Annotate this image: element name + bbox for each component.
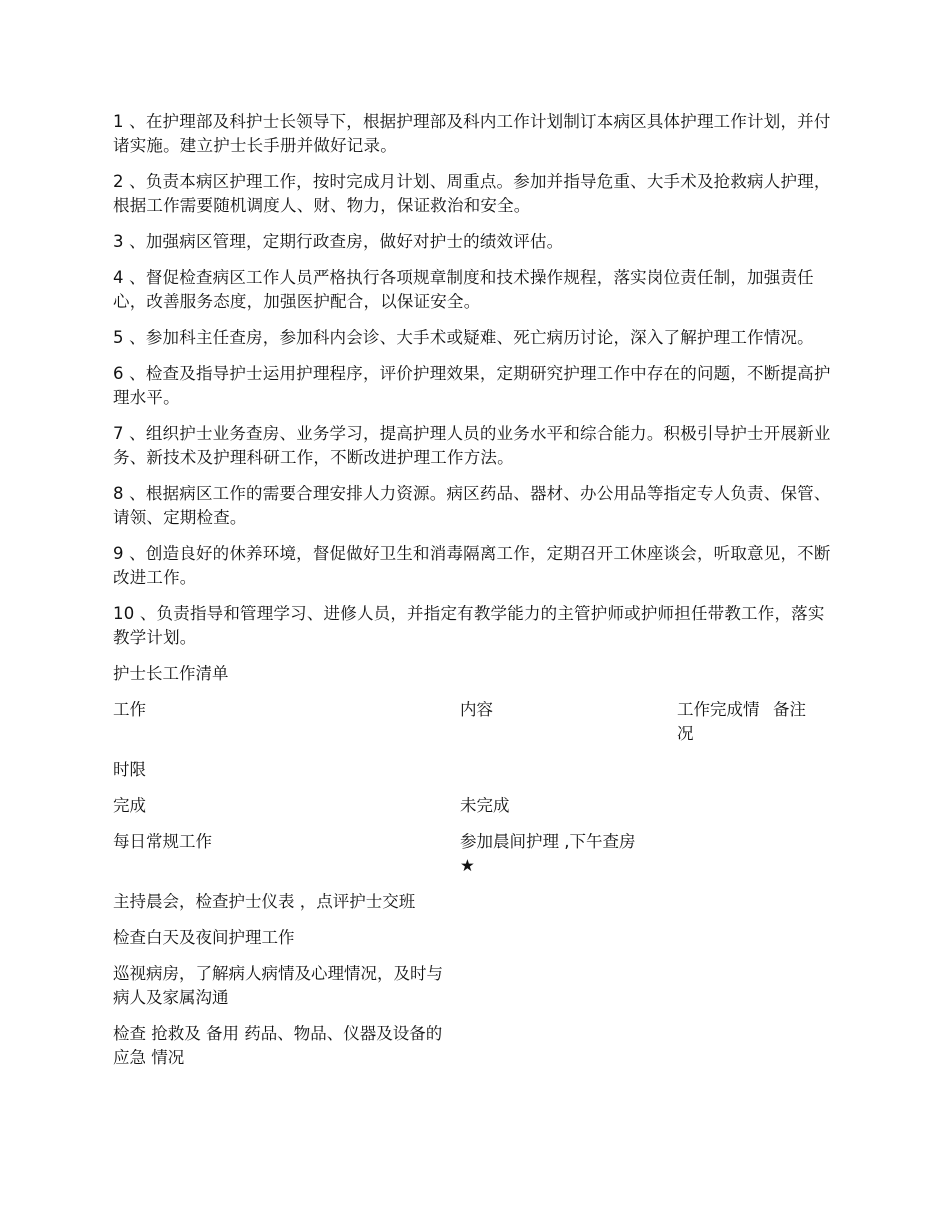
duty-paragraph-1: 1 、在护理部及科护士长领导下，根据护理部及科内工作计划制订本病区具体护理工作计划，并付诸实施。建立护士长手册并做好记录。 [113,112,831,155]
table-row [113,890,838,914]
checklist-table [113,698,838,1070]
duty-paragraph-5: 5 、参加科主任查房，参加科内会诊、大手术或疑难、死亡病历讨论，深入了解护理工作情况。 [113,328,814,347]
daily-work-item-text: 参加晨间护理 ,下午查房 [460,832,636,851]
table-row [113,1022,838,1070]
duty-paragraph-10: 10 、负责指导和管理学习、进修人员，并指定有教学能力的主管护师或护师担任带教工作，落实教学计划。 [113,604,825,647]
table-header-row [113,698,838,746]
done-label: 完成 [113,796,146,815]
daily-work-label: 每日常规工作 [113,832,212,851]
duty-paragraph-3: 3 、加强病区管理，定期行政查房，做好对护士的绩效评估。 [113,232,564,251]
star-icon: ★ [460,856,475,875]
table-row [113,758,838,782]
document-page [113,110,838,1082]
task-item: 检查 抢救及 备用 药品、物品、仪器及设备的应急 情况 [113,1024,443,1067]
daily-work-item [460,830,675,878]
not-done-label: 未完成 [460,796,510,815]
time-limit-label: 时限 [113,760,146,779]
task-item: 巡视病房，了解病人病情及心理情况，及时与病人及家属沟通 [113,964,443,1007]
table-row [113,830,838,878]
duty-paragraph-9: 9 、创造良好的休养环境，督促做好卫生和消毒隔离工作，定期召开工休座谈会，听取意见，不断改进工作。 [113,544,831,587]
task-item: 主持晨会，检查护士仪表 ，点评护士交班 [113,892,416,911]
header-remarks: 备注 [773,700,806,719]
table-row [113,962,838,1010]
header-content: 内容 [460,700,493,719]
header-completion: 工作完成情况 [677,700,760,743]
duty-paragraph-2: 2 、负责本病区护理工作，按时完成月计划、周重点。参加并指导危重、大手术及抢救病人护理，根据工作需要随机调度人、财、物力，保证救治和安全。 [113,172,831,215]
duty-paragraph-7: 7 、组织护士业务查房、业务学习，提高护理人员的业务水平和综合能力。积极引导护士开展新业务、新技术及护理科研工作，不断改进护理工作方法。 [113,424,831,467]
duty-paragraph-6: 6 、检查及指导护士运用护理程序，评价护理效果，定期研究护理工作中存在的问题，不断提高护理水平。 [113,364,831,407]
table-row [113,926,838,950]
header-work: 工作 [113,700,146,719]
task-item: 检查白天及夜间护理工作 [113,928,295,947]
checklist-title: 护士长工作清单 [113,664,229,683]
duty-paragraph-4: 4 、督促检查病区工作人员严格执行各项规章制度和技术操作规程，落实岗位责任制，加强责任心，改善服务态度，加强医护配合，以保证安全。 [113,268,814,311]
duty-paragraph-8: 8 、根据病区工作的需要合理安排人力资源。病区药品、器材、办公用品等指定专人负责、保管、请领、定期检查。 [113,484,831,527]
table-row [113,794,838,818]
